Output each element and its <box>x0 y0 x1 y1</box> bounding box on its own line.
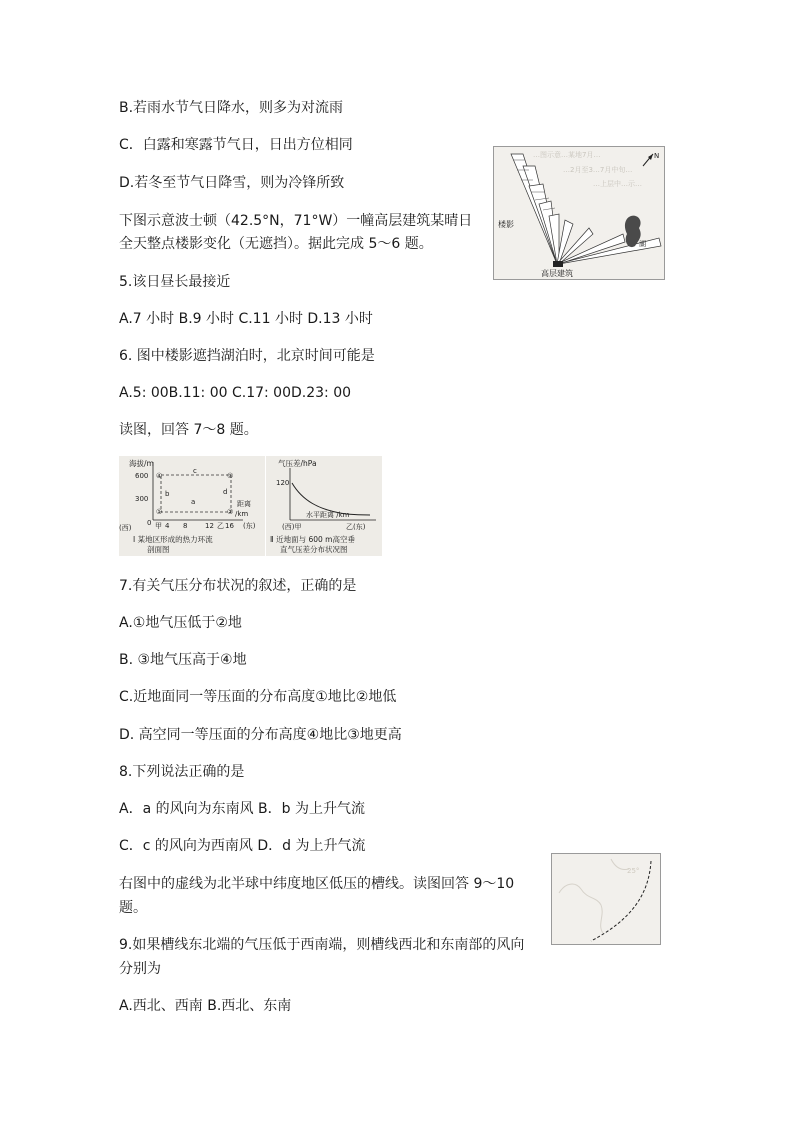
circ-east: (东) <box>243 522 256 530</box>
question-7-option-c: C.近地面同一等压面的分布高度①地比②地低 <box>119 689 397 705</box>
question-9-line2: 分别为 <box>119 961 161 977</box>
option-d-snow: D.若冬至节气日降雪，则为冷锋所致 <box>119 175 345 191</box>
intro-5-6-line1: 下图示意波士顿（42.5°N，71°W）一幢高层建筑某晴日 <box>119 213 473 229</box>
question-8: 8.下列说法正确的是 <box>119 764 245 780</box>
circ-caption-b: 剖面图 <box>147 545 170 554</box>
north-label: N <box>654 152 660 160</box>
option-b-rain: B.若雨水节气日降水，则多为对流雨 <box>119 100 344 116</box>
intro-9-10-line2: 题。 <box>119 900 147 916</box>
shadow-label: 楼影 <box>498 220 514 229</box>
circ-x-tick-8: 8 <box>183 522 188 530</box>
pd-x-axis-label: 水平距离 /km <box>306 511 350 519</box>
circ-x-tick-12: 12 <box>205 522 214 530</box>
question-6-options: A.5: 00B.11: 00 C.17: 00D.23: 00 <box>119 385 352 401</box>
building-label: 高层建筑 <box>541 269 573 278</box>
circ-x-tick-4: 4 <box>165 522 170 530</box>
question-7-option-b: B. ③地气压高于④地 <box>119 652 247 668</box>
pd-caption-a: Ⅱ 近地面与 600 m高空垂 <box>270 535 355 544</box>
question-8-options-ab: A．a 的风向为东南风 B．b 为上升气流 <box>119 801 365 817</box>
circ-x-tick-16: 16 <box>225 522 234 530</box>
circ-west: (西) <box>119 524 132 532</box>
circ-y-tick-0: 0 <box>147 519 152 527</box>
building-icon <box>553 261 563 267</box>
letter-c: c <box>193 467 197 475</box>
point-1: ① <box>156 508 163 516</box>
pd-y-tick-120: 120 <box>276 479 290 487</box>
building-shadow-figure <box>493 146 665 280</box>
faint-text-3: …上层中…示… <box>593 180 642 188</box>
point-2: ② <box>227 508 234 516</box>
place-yi: 乙 <box>217 522 224 530</box>
circ-caption-a: Ⅰ 某地区形成的热力环流 <box>133 535 213 544</box>
question-9-line1: 9.如果槽线东北端的气压低于西南端，则槽线西北和东南部的风向 <box>119 937 525 953</box>
faint-latitude-label: 25° <box>627 867 640 875</box>
point-3: ③ <box>227 472 234 480</box>
pd-yi-east: 乙(东) <box>346 523 366 531</box>
circ-x-axis-label-a: 距离 <box>237 500 251 508</box>
question-5: 5.该日昼长最接近 <box>119 274 231 290</box>
question-9-options: A.西北、西南 B.西北、东南 <box>119 998 292 1014</box>
point-4: ④ <box>156 472 163 480</box>
letter-a: a <box>191 498 196 506</box>
circ-y-tick-300: 300 <box>135 495 149 503</box>
lake-label: 湖 <box>639 240 646 248</box>
thermal-circulation-figure <box>119 456 265 556</box>
place-jia: 甲 <box>155 522 162 530</box>
circ-x-axis-label-b: /km <box>235 510 249 518</box>
question-5-options: A.7 小时 B.9 小时 C.11 小时 D.13 小时 <box>119 311 373 327</box>
circ-y-axis-label: 海拔/m <box>129 459 154 468</box>
faint-text-1: …图示意…某地7月… <box>533 151 601 159</box>
intro-5-6-line2: 全天整点楼影变化（无遮挡）。据此完成 5～6 题。 <box>119 236 433 252</box>
question-7: 7.有关气压分布状况的叙述，正确的是 <box>119 578 357 594</box>
letter-d: d <box>223 488 228 496</box>
letter-b: b <box>165 490 170 498</box>
trough-line-figure <box>551 853 661 945</box>
question-7-option-d: D. 高空同一等压面的分布高度④地比③地更高 <box>119 727 402 743</box>
question-6: 6. 图中楼影遮挡湖泊时，北京时间可能是 <box>119 348 375 364</box>
intro-9-10-line1: 右图中的虚线为北半球中纬度地区低压的槽线。读图回答 9～10 <box>119 876 515 892</box>
option-c-sunrise: C．白露和寒露节气日，日出方位相同 <box>119 137 353 153</box>
pressure-difference-figure <box>266 456 382 556</box>
circ-y-tick-600: 600 <box>135 472 149 480</box>
question-7-option-a: A.①地气压低于②地 <box>119 615 242 631</box>
pd-west-jia: (西)甲 <box>282 523 302 531</box>
pd-caption-b: 直气压差分布状况图 <box>280 545 348 554</box>
question-8-options-cd: C．c 的风向为西南风 D．d 为上升气流 <box>119 838 366 854</box>
read-7-8: 读图，回答 7～8 题。 <box>119 422 258 438</box>
pd-y-axis-label: 气压差/hPa <box>278 459 317 468</box>
faint-text-2: …2月至3…7月中旬… <box>563 166 633 174</box>
